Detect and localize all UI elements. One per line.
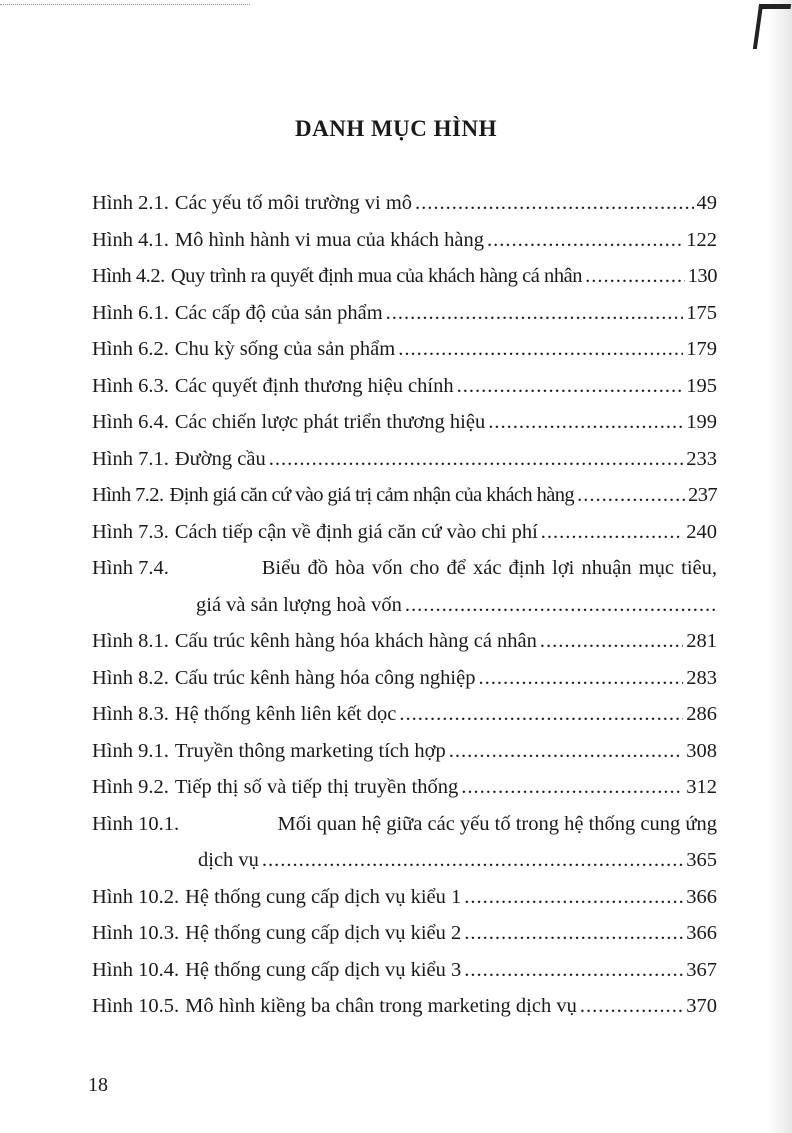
page-number: 366	[686, 922, 717, 944]
page-number: 312	[686, 776, 717, 798]
page-number: 179	[686, 338, 717, 360]
dot-leader	[487, 222, 683, 259]
figure-title: Cấu trúc kênh hàng hóa khách hàng cá nhân	[174, 630, 537, 652]
toc-entry[interactable]	[92, 623, 717, 660]
figure-title: Mô hình hành vi mua của khách hàng	[174, 228, 485, 251]
dot-leader	[464, 879, 683, 916]
figure-label: Hình 8.3.	[92, 703, 169, 725]
page-number: 199	[686, 411, 717, 433]
toc-entry[interactable]	[92, 368, 717, 405]
dot-leader	[464, 952, 683, 989]
figure-title: Định giá căn cứ vào giá trị cảm nhận của khách hàng	[169, 484, 575, 506]
toc-entry[interactable]	[92, 915, 717, 952]
figure-title: Các cấp độ của sản phẩm	[174, 301, 383, 324]
page-folio-number: 18	[88, 1074, 108, 1096]
page-number: 283	[686, 666, 717, 689]
toc-entry[interactable]	[92, 331, 717, 368]
figure-title: Quy trình ra quyết định mua của khách hàng cá nhân	[170, 265, 583, 287]
dot-leader	[269, 441, 684, 478]
page-number: 237	[688, 484, 717, 506]
figure-title-continued: dịch vụ	[198, 849, 259, 871]
toc-entry[interactable]	[92, 514, 717, 551]
page-number: 240	[686, 520, 717, 543]
figure-label: Hình 10.5.	[92, 995, 180, 1017]
toc-entry[interactable]	[92, 258, 717, 295]
figure-label: Hình 9.1.	[92, 739, 169, 762]
page-number: 366	[686, 885, 717, 908]
dot-leader	[541, 514, 683, 551]
page-number: 233	[686, 447, 717, 470]
page-number: 49	[696, 192, 717, 214]
figure-title: Hệ thống kênh liên kết dọc	[174, 703, 397, 725]
dot-leader	[540, 623, 683, 660]
figure-list	[92, 185, 717, 1025]
dot-leader	[398, 331, 683, 368]
dot-leader	[585, 258, 684, 295]
dot-leader	[461, 769, 683, 806]
dot-leader	[386, 295, 684, 332]
toc-entry[interactable]	[92, 806, 717, 879]
dot-leader	[457, 368, 684, 405]
figure-label: Hình 4.1.	[92, 228, 169, 251]
figure-title: Hệ thống cung cấp dịch vụ kiểu 3	[185, 958, 462, 981]
binding-corner-mark	[753, 4, 791, 49]
toc-entry[interactable]	[92, 733, 717, 770]
figure-title: Các quyết định thương hiệu chính	[174, 374, 454, 397]
toc-entry[interactable]	[92, 185, 717, 222]
page-number: 195	[686, 374, 717, 397]
figure-title: Hệ thống cung cấp dịch vụ kiểu 2	[185, 922, 462, 944]
figure-title: Chu kỳ sống của sản phẩm	[174, 338, 396, 360]
figure-label: Hình 10.2.	[92, 885, 180, 908]
figure-title: Mô hình kiềng ba chân trong marketing dịch vụ	[185, 995, 577, 1017]
dot-leader	[405, 587, 717, 624]
page-number: 370	[686, 995, 717, 1017]
figure-title: Các yếu tố môi trường vi mô	[174, 192, 413, 214]
figure-label: Hình 10.3.	[92, 922, 180, 944]
figure-title: Cách tiếp cận về định giá căn cứ vào chi phí	[174, 520, 538, 543]
dot-leader	[577, 477, 685, 514]
toc-entry[interactable]	[92, 952, 717, 989]
toc-entry[interactable]	[92, 441, 717, 478]
toc-entry[interactable]	[92, 769, 717, 806]
page-number: 367	[686, 958, 717, 981]
toc-entry[interactable]	[92, 404, 717, 441]
figure-title: Đường cầu	[174, 447, 266, 470]
figure-label: Hình 6.4.	[92, 411, 169, 433]
figure-label: Hình 7.4.	[92, 557, 169, 579]
dot-leader	[580, 988, 683, 1025]
figure-label: Hình 4.2.	[92, 265, 165, 287]
figure-label: Hình 6.1.	[92, 301, 169, 324]
figure-title-continued: giá và sản lượng hoà vốn	[196, 593, 402, 616]
figure-label: Hình 8.2.	[92, 666, 169, 689]
scan-edge-right	[766, 0, 792, 1133]
dot-leader	[415, 185, 693, 222]
toc-entry[interactable]	[92, 477, 717, 514]
page-number: 130	[687, 265, 717, 287]
figure-title: Biểu đồ hòa vốn cho để xác định lợi nhuận mục tiêu,	[261, 557, 717, 579]
figure-label: Hình 10.4.	[92, 958, 180, 981]
dot-leader	[399, 696, 683, 733]
dot-leader	[464, 915, 683, 952]
figure-title: Tiếp thị số và tiếp thị truyền thống	[174, 776, 459, 798]
page-number: 286	[686, 703, 717, 725]
dot-leader	[262, 842, 683, 879]
page-number: 308	[686, 739, 717, 762]
toc-entry[interactable]	[92, 879, 717, 916]
figure-label: Hình 9.2.	[92, 776, 169, 798]
toc-entry[interactable]	[92, 988, 717, 1025]
toc-entry[interactable]	[92, 295, 717, 332]
toc-entry[interactable]	[92, 222, 717, 259]
page-number: 281	[686, 630, 717, 652]
page-title: DANH MỤC HÌNH	[295, 116, 497, 141]
figure-title: Cấu trúc kênh hàng hóa công nghiệp	[174, 666, 476, 689]
figure-title: Mối quan hệ giữa các yếu tố trong hệ thống cung ứng	[277, 812, 717, 835]
figure-title: Hệ thống cung cấp dịch vụ kiểu 1	[185, 885, 462, 908]
figure-label: Hình 7.3.	[92, 520, 169, 543]
figure-label: Hình 10.1.	[92, 812, 180, 835]
figure-label: Hình 7.1.	[92, 447, 169, 470]
page-number: 175	[686, 301, 717, 324]
figure-title: Truyền thông marketing tích hợp	[174, 739, 446, 762]
page-number: 365	[686, 849, 717, 871]
toc-entry[interactable]	[92, 660, 717, 697]
dot-leader	[488, 404, 683, 441]
figure-title: Các chiến lược phát triển thương hiệu	[174, 411, 486, 433]
page-number: 122	[686, 228, 717, 251]
dot-leader	[478, 660, 683, 697]
figure-label: Hình 6.2.	[92, 338, 169, 360]
figure-label: Hình 2.1.	[92, 192, 169, 214]
figure-label: Hình 6.3.	[92, 374, 169, 397]
toc-entry[interactable]	[92, 696, 717, 733]
figure-label: Hình 7.2.	[92, 484, 164, 506]
toc-entry[interactable]	[92, 550, 717, 623]
figure-label: Hình 8.1.	[92, 630, 169, 652]
scan-edge-top	[0, 0, 250, 5]
dot-leader	[449, 733, 684, 770]
